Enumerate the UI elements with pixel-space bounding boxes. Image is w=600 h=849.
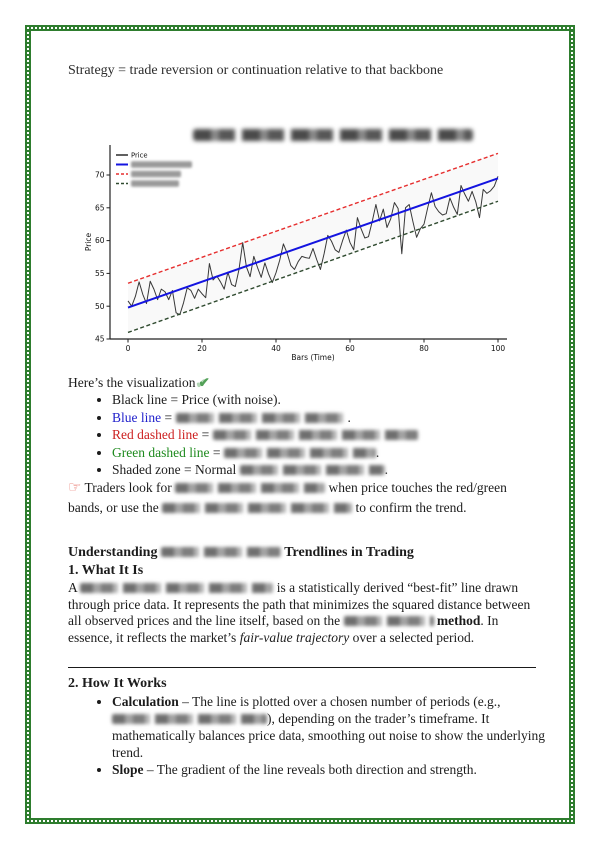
text-segment: – The line is plotted over a chosen number of periods (e.g.,: [178, 694, 501, 709]
text-segment: Red dashed line: [112, 427, 199, 442]
redacted-text: [176, 413, 348, 423]
y-tick-label: 55: [94, 269, 105, 278]
x-tick-label: 100: [490, 344, 506, 353]
redacted-text: [175, 483, 325, 493]
text-segment: =: [161, 409, 176, 425]
text-segment: when price touches the red/green bands, or use the: [68, 480, 507, 515]
x-tick-label: 20: [197, 344, 207, 353]
text-segment: .: [375, 444, 380, 460]
text-segment: Calculation: [112, 694, 179, 709]
y-tick-label: 70: [94, 170, 105, 180]
pointing-hand-icon: ☞: [68, 480, 82, 496]
text-segment: .: [347, 409, 351, 425]
series-regression_line: [128, 178, 498, 307]
x-tick-label: 60: [345, 344, 355, 353]
text-segment: =: [209, 444, 224, 460]
section1-heading: [68, 544, 414, 561]
section1-paragraph: [68, 580, 536, 646]
x-axis-label: Bars (Time): [291, 353, 335, 362]
text-segment: fair-value trajectory: [239, 629, 350, 645]
text-segment: Shaded zone = Normal: [112, 462, 240, 477]
y-tick-label: 50: [94, 301, 105, 311]
redacted-text: [224, 448, 376, 458]
viz-heading-text: Here’s the visualization: [68, 375, 196, 390]
divider: [68, 667, 536, 668]
text-segment: Trendlines in Trading: [280, 545, 414, 560]
legend-label: Price: [131, 151, 148, 160]
section2-heading: 2. How It Works: [68, 676, 167, 691]
trader-note-text: [68, 480, 507, 515]
legend-label-redacted: [131, 180, 179, 186]
text-segment: Blue line: [112, 409, 162, 425]
viz-bullet-list: [68, 391, 580, 479]
list-item: [112, 693, 574, 761]
legend-label-redacted: [131, 171, 181, 177]
chart-title-redacted: [193, 129, 473, 141]
text-segment: is a statistically derived “best-fit” line drawn through price data. It represents the path that minimizes the squared distance between all observed prices and the line itself, based on the: [68, 580, 531, 628]
redacted-text: [80, 583, 273, 593]
chart: [83, 120, 538, 366]
section1-subheading: 1. What It Is: [68, 563, 144, 578]
text-segment: Black line = Price (with noise).: [112, 392, 281, 407]
y-tick-label: 60: [94, 236, 105, 246]
legend-label-redacted: [131, 161, 192, 167]
x-tick-label: 80: [419, 344, 429, 353]
redacted-text: [344, 616, 434, 626]
text-segment: =: [198, 427, 213, 442]
text-segment: over a selected period.: [349, 629, 475, 645]
text-segment: method: [436, 613, 481, 628]
section2-bullet-list: [68, 693, 574, 778]
strategy-text: Strategy = trade reversion or continuation relative to that backbone: [68, 63, 444, 78]
list-item: [112, 426, 580, 444]
redacted-text: [162, 503, 352, 513]
list-item: [112, 444, 580, 462]
text-segment: ), depending on the trader’s timeframe. It mathematically balances price data, smoothing out noise to show the underlying trend.: [112, 711, 546, 760]
text-segment: to confirm the trend.: [352, 500, 467, 515]
text-segment: . In essence, it reflects the market’s: [68, 613, 499, 645]
x-tick-label: 0: [125, 344, 131, 353]
text-segment: Green dashed line: [112, 444, 210, 460]
trader-note: [68, 478, 538, 518]
y-tick-label: 45: [94, 334, 105, 344]
y-axis-label: Price: [84, 232, 93, 252]
x-tick-label: 40: [271, 344, 281, 353]
check-icon: ✔: [198, 375, 210, 390]
price-regression-chart: [83, 120, 538, 366]
list-item: [112, 461, 580, 479]
text-segment: – The gradient of the line reveals both direction and strength.: [143, 762, 477, 777]
redacted-text: [240, 465, 385, 475]
text-segment: Slope: [112, 762, 144, 777]
list-item: [112, 409, 580, 427]
redacted-text: [112, 714, 267, 724]
text-segment: .: [384, 462, 388, 477]
viz-heading: [68, 374, 210, 391]
list-item: [112, 391, 580, 409]
text-segment: A: [68, 580, 81, 595]
y-tick-label: 65: [94, 203, 105, 213]
text-segment: Understanding: [68, 545, 161, 560]
text-segment: Traders look for: [84, 480, 176, 495]
redacted-text: [161, 547, 281, 557]
list-item: [112, 761, 574, 778]
redacted-text: [213, 430, 418, 440]
